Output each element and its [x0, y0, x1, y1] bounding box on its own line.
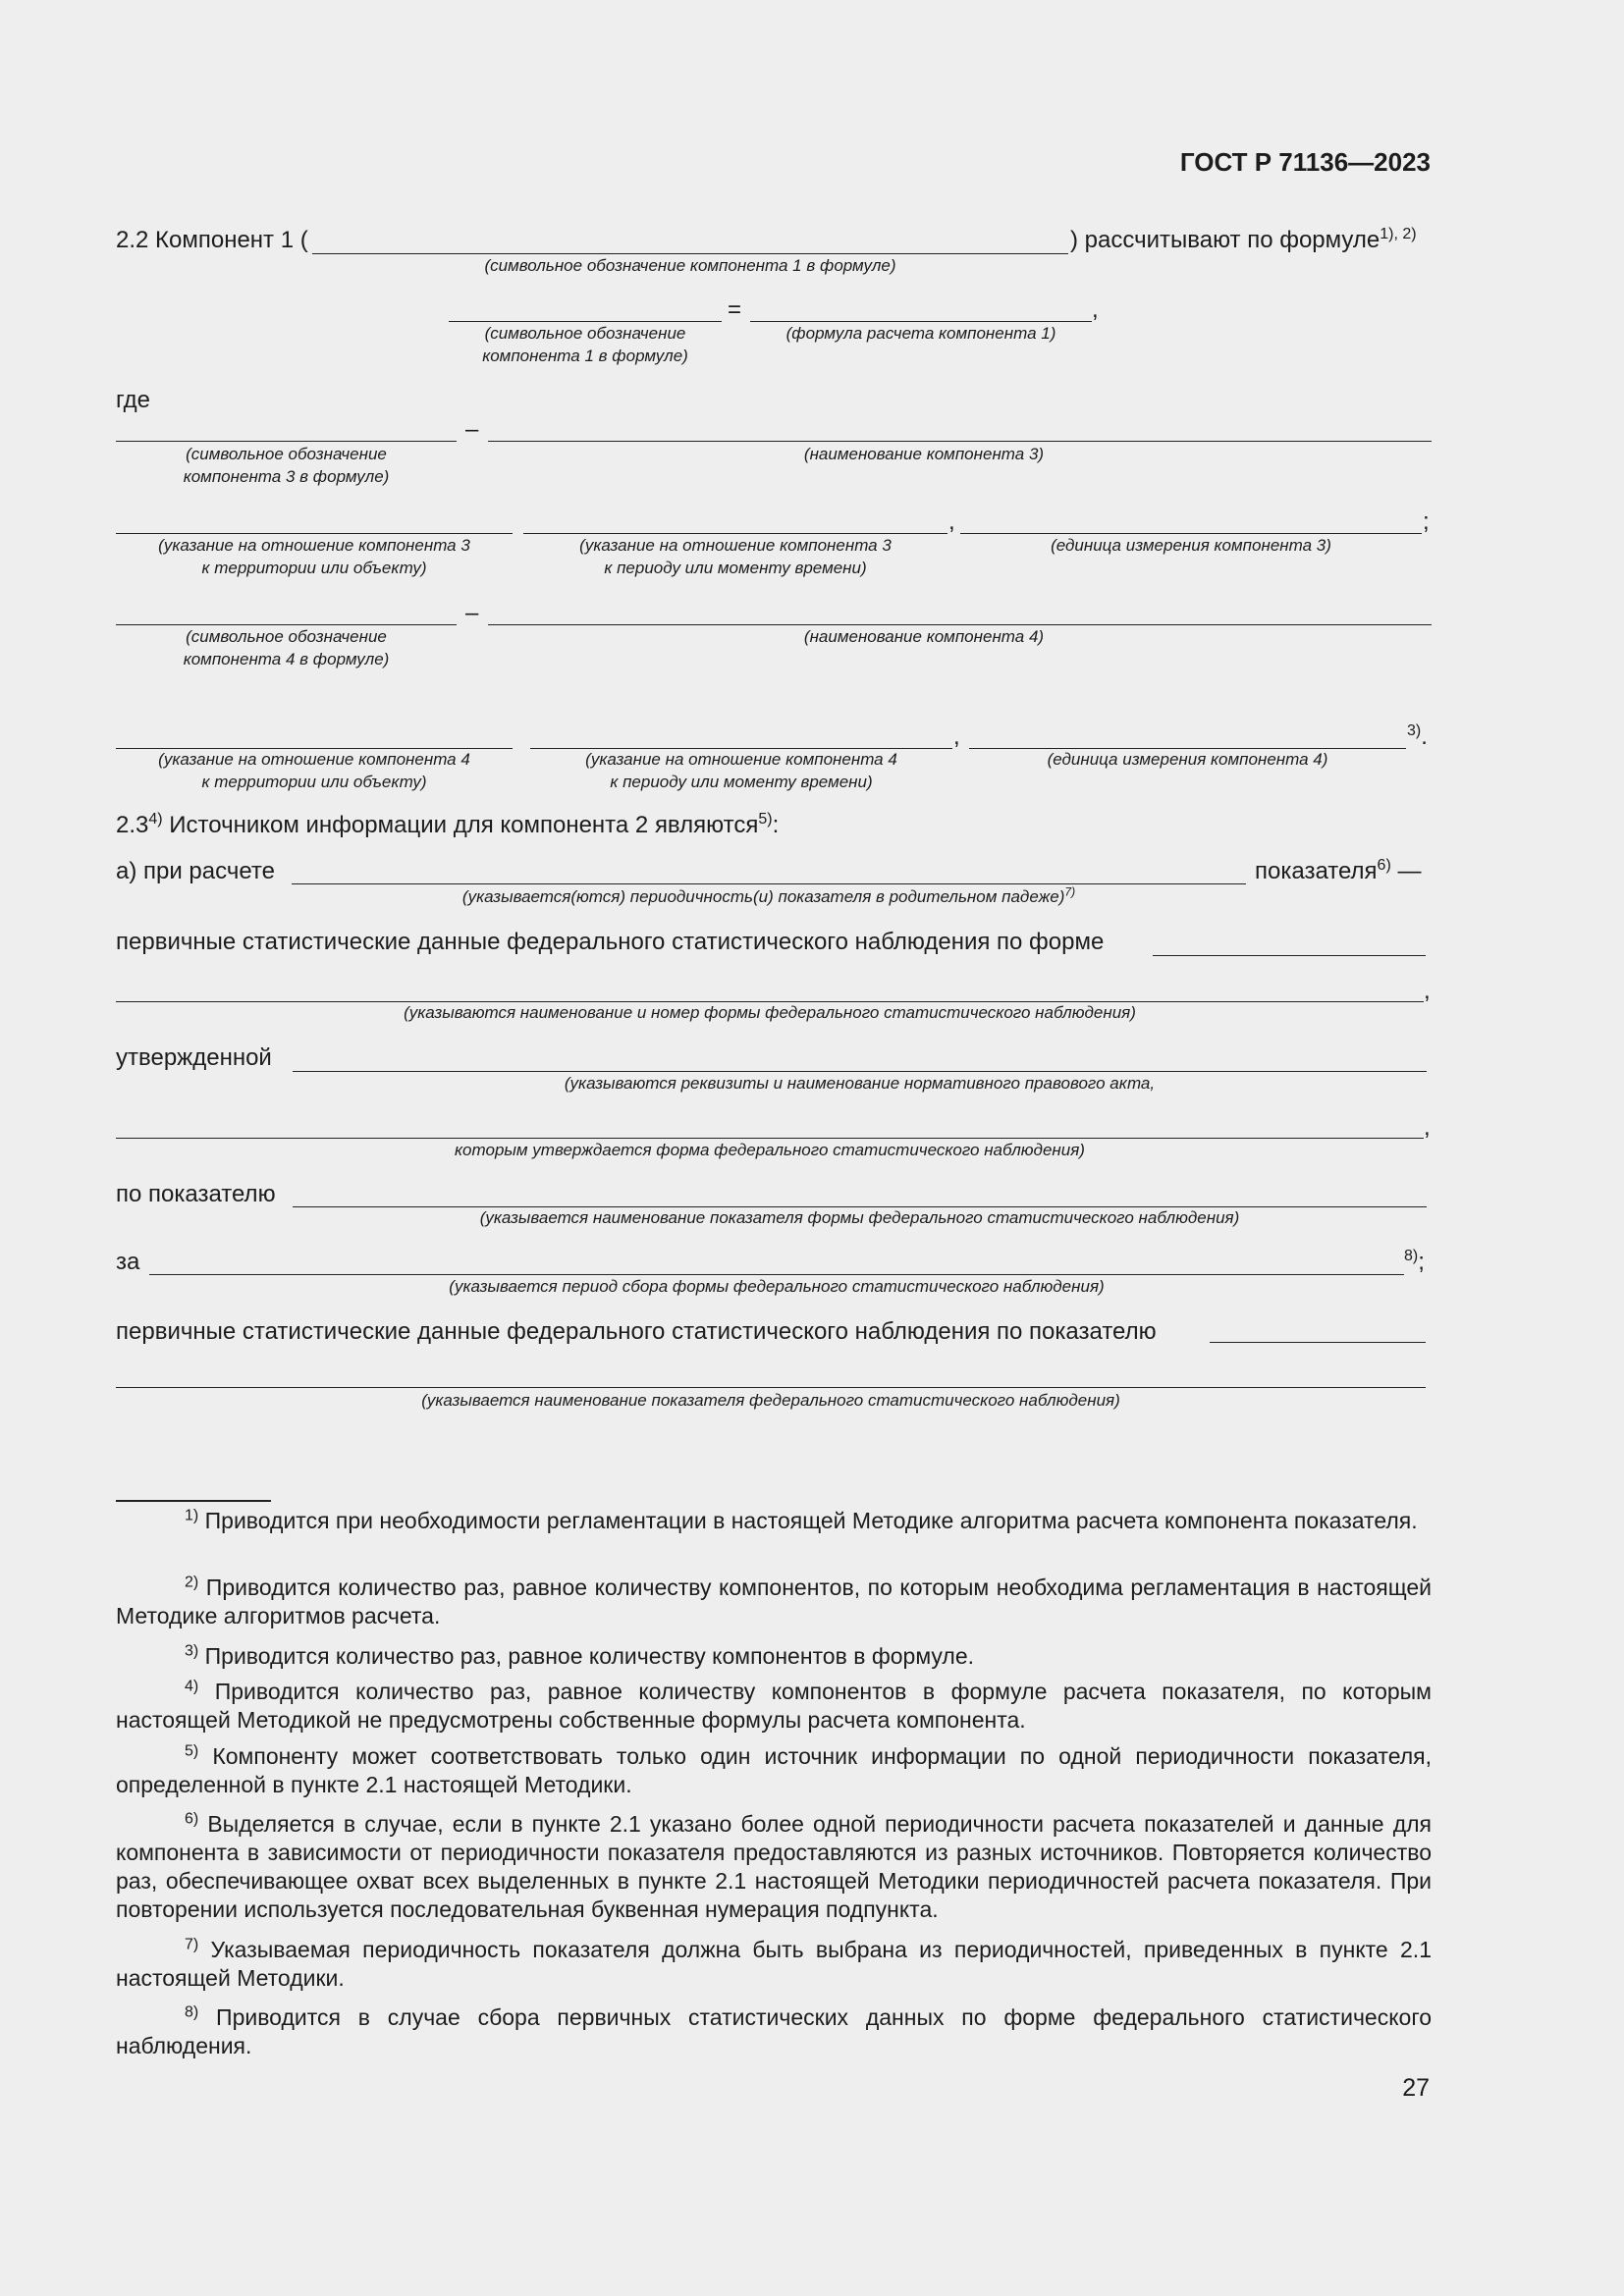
- component3-comma: ,: [948, 508, 955, 535]
- item-a-prefix: а) при расчете: [116, 858, 275, 884]
- equals-sign: =: [728, 296, 742, 323]
- clause-2-2-prefix: 2.2 Компонент 1 (: [116, 227, 308, 253]
- caption-form: (указываются наименование и номер формы федерального статистического наблюдения): [404, 1003, 1136, 1022]
- footnote-text: Приводится количество раз, равное количеству компонентов, по которым необходима регламентация в настоящей Методике алгоритмов расчета.: [116, 1575, 1433, 1629]
- footnote-separator: [116, 1500, 271, 1502]
- caption-component4-period-2: к периоду или моменту времени): [610, 773, 873, 791]
- caption-approved-2: которым утверждается форма федерального статистического наблюдения): [455, 1141, 1085, 1159]
- for-end: [1404, 1249, 1425, 1276]
- by-indicator-label: по показателю: [116, 1181, 276, 1207]
- clause-2-3-heading: [116, 812, 779, 839]
- caption-formula-lhs-2: компонента 1 в формуле): [482, 347, 688, 365]
- footnote-ref-6: 6): [1377, 857, 1391, 874]
- item-a-dash: —: [1397, 858, 1422, 884]
- caption-component4-territory-2: к территории или объекту): [201, 773, 427, 791]
- caption-component3-symbol-2: компонента 3 в формуле): [183, 467, 390, 486]
- clause-2-3-colon: :: [772, 812, 780, 838]
- document-id: ГОСТ Р 71136—2023: [1179, 147, 1431, 177]
- primary-data-indicator-text: первичные статистические данные федерального статистического наблюдения по показателю: [116, 1318, 1157, 1345]
- footnote-mark: 1): [185, 1507, 199, 1524]
- clause-2-2-suffix: [1070, 227, 1417, 254]
- approved-blank-2: [116, 1138, 1424, 1139]
- footnote-ref-5: 5): [758, 811, 773, 828]
- caption-component3-territory-2: к территории или объекту): [201, 559, 427, 577]
- indicator-blank-2: [116, 1387, 1426, 1388]
- footnote-text: Приводится в случае сбора первичных статистических данных по форме федерального статистического наблюдения.: [116, 2004, 1433, 2058]
- footnote-mark: 7): [185, 1936, 199, 1953]
- caption-formula-lhs-1: (символьное обозначение: [484, 324, 686, 343]
- caption-component1-symbol: (символьное обозначение компонента 1 в формуле): [484, 256, 896, 275]
- caption-by-indicator: (указывается наименование показателя формы федерального статистического наблюдения): [479, 1208, 1240, 1227]
- component4-symbol-blank: [116, 624, 457, 625]
- footnote-ref-8: 8): [1404, 1248, 1419, 1264]
- footnote-8: [116, 2003, 1432, 2060]
- footnote-text: Приводится при необходимости регламентации в настоящей Методике алгоритма расчета компонента показателя.: [204, 1508, 1418, 1533]
- footnote-3: [116, 1642, 1432, 1671]
- footnote-mark: 2): [185, 1574, 199, 1591]
- footnote-ref-3: 3): [1407, 722, 1422, 739]
- component3-symbol-blank: [116, 441, 457, 442]
- formula-comma: ,: [1092, 296, 1099, 323]
- caption-component3-unit: (единица измерения компонента 3): [1051, 536, 1331, 555]
- caption-component3-period-2: к периоду или моменту времени): [604, 559, 867, 577]
- footnote-6: [116, 1810, 1432, 1924]
- footnote-mark: 8): [185, 2003, 199, 2021]
- clause-2-3-number: 2.3: [116, 812, 149, 838]
- footnote-4: [116, 1678, 1432, 1735]
- caption-component4-symbol-2: компонента 4 в формуле): [183, 650, 390, 668]
- caption-component3-name: (наименование компонента 3): [803, 445, 1045, 463]
- for-label: за: [116, 1249, 140, 1275]
- footnote-mark: 5): [185, 1742, 199, 1760]
- component4-dash: –: [465, 600, 479, 626]
- caption-periodicity-text: (указывается(ются) периодичность(и) показателя в родительном падеже): [461, 887, 1065, 906]
- form-blank-1: [1153, 955, 1426, 956]
- formula-lhs-blank: [449, 321, 722, 322]
- component3-name-blank: [488, 441, 1432, 442]
- for-semicolon: ;: [1418, 1249, 1425, 1275]
- caption-periodicity: [292, 886, 1246, 908]
- caption-component4-territory-1: (указание на отношение компонента 4: [158, 750, 470, 769]
- footnote-1: [116, 1507, 1432, 1535]
- page-number: 27: [1402, 2074, 1430, 2102]
- caption-approved-1: (указываются реквизиты и наименование нормативного правового акта,: [564, 1074, 1156, 1093]
- approved-comma: ,: [1424, 1114, 1431, 1141]
- component3-semicolon: ;: [1423, 508, 1430, 535]
- caption-component3-period-1: (указание на отношение компонента 3: [579, 536, 892, 555]
- collection-period-blank: [149, 1274, 1404, 1275]
- caption-component3-territory-1: (указание на отношение компонента 3: [158, 536, 470, 555]
- component3-unit-blank: [960, 533, 1422, 534]
- caption-component4-period-1: (указание на отношение компонента 4: [585, 750, 897, 769]
- approved-label: утвержденной: [116, 1044, 272, 1071]
- where-label: где: [116, 387, 151, 413]
- footnote-5: [116, 1742, 1432, 1799]
- form-comma: ,: [1424, 978, 1431, 1004]
- component1-symbol-blank: [312, 253, 1068, 254]
- footnote-2: [116, 1574, 1432, 1630]
- clause-2-2-suffix-text: ) рассчитывают по формуле: [1070, 227, 1380, 253]
- periodicity-blank: [292, 883, 1246, 884]
- footnote-7: [116, 1936, 1432, 1993]
- component4-period: .: [1421, 723, 1428, 750]
- item-a-suffix: [1255, 858, 1421, 885]
- footnote-ref-4: 4): [148, 811, 163, 828]
- caption-component4-symbol-1: (символьное обозначение: [186, 627, 387, 646]
- caption-component4-unit: (единица измерения компонента 4): [1047, 750, 1328, 769]
- component3-dash: –: [465, 416, 479, 443]
- primary-data-form-text: первичные статистические данные федерального статистического наблюдения по форме: [116, 929, 1105, 955]
- footnote-text: Приводится количество раз, равное количеству компонентов в формуле расчета показателя, по которым настоящей Методикой не предусмотрены собственные формулы расчета компонента.: [116, 1679, 1432, 1733]
- item-a-indicator: показателя: [1255, 858, 1378, 884]
- footnote-text: Выделяется в случае, если в пункте 2.1 указано более одной периодичности расчета показателей и данные для компонента в зависимости от периодичности показателя предоставляются из разных источников. Повторяется количество раз, обеспечивающее охват всех выделенных в пункте 2.1 настоящей Методики периодичностей расчета показателя. При повторении используется последовательная буквенная нумерация подпункта.: [116, 1811, 1432, 1922]
- footnote-ref-1-2: 1), 2): [1380, 226, 1417, 242]
- component4-end: [1407, 723, 1428, 751]
- footnote-ref-7: 7): [1064, 884, 1076, 899]
- component3-territory-blank: [116, 533, 513, 534]
- caption-component4-name: (наименование компонента 4): [803, 627, 1045, 646]
- component4-name-blank: [488, 624, 1432, 625]
- footnote-text: Указываемая периодичность показателя должна быть выбрана из периодичностей, приведенных в пункте 2.1 настоящей Методики.: [116, 1937, 1432, 1991]
- footnote-text: Компоненту может соответствовать только один источник информации по одной периодичности показателя, определенной в пункте 2.1 настоящей Методики.: [116, 1743, 1432, 1797]
- footnote-mark: 6): [185, 1810, 199, 1828]
- footnote-mark: 3): [185, 1642, 199, 1660]
- footnote-text: Приводится количество раз, равное количеству компонентов в формуле.: [204, 1643, 974, 1669]
- clause-2-3-title: Источником информации для компонента 2 являются: [162, 812, 759, 838]
- component3-period-blank: [523, 533, 947, 534]
- indicator-blank-1: [1210, 1342, 1426, 1343]
- approved-blank-1: [293, 1071, 1427, 1072]
- footnote-mark: 4): [185, 1678, 199, 1695]
- caption-formula-rhs: (формула расчета компонента 1): [785, 324, 1056, 343]
- formula-rhs-blank: [750, 321, 1092, 322]
- caption-collection-period: (указывается период сбора формы федерального статистического наблюдения): [449, 1277, 1105, 1296]
- caption-indicator: (указывается наименование показателя федерального статистического наблюдения): [421, 1391, 1120, 1410]
- component4-comma: ,: [953, 723, 960, 750]
- caption-component3-symbol-1: (символьное обозначение: [186, 445, 387, 463]
